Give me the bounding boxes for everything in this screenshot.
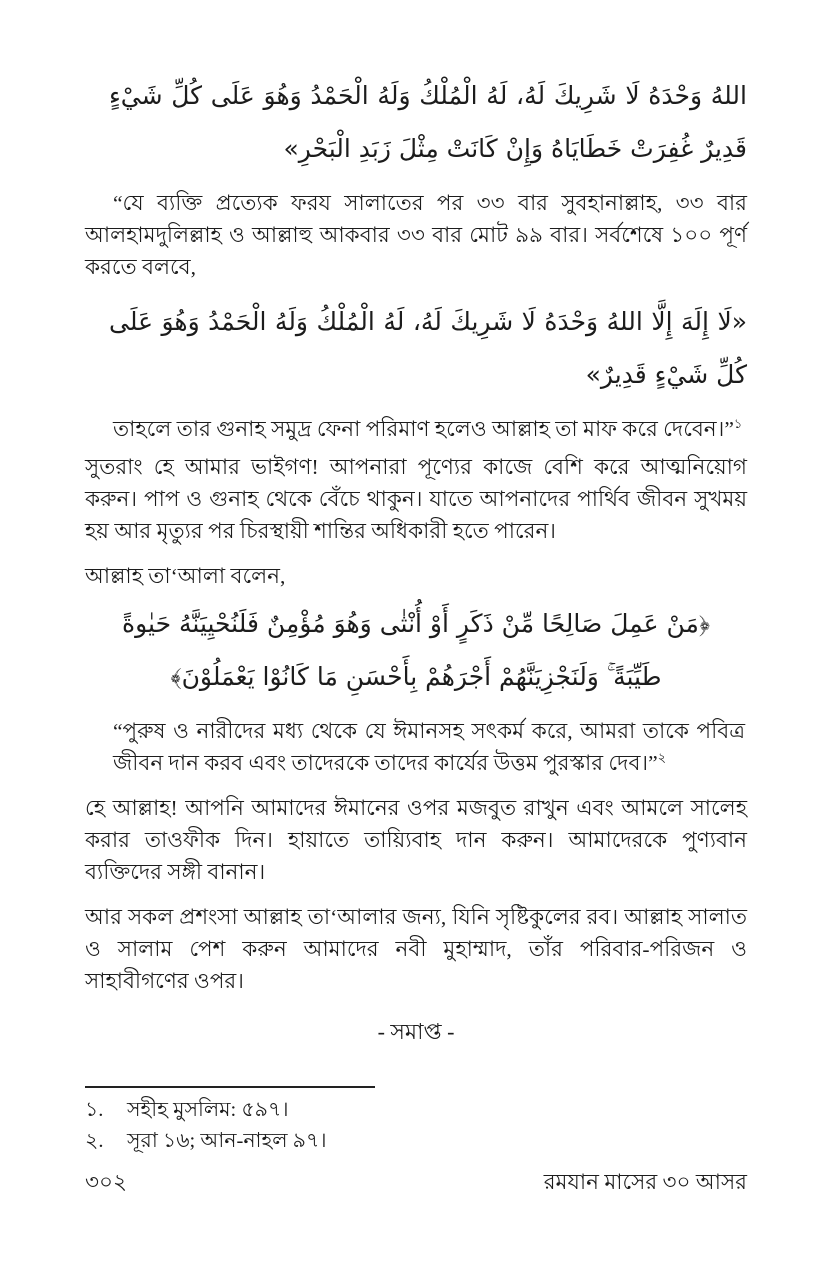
footnote-marker-2: ২ bbox=[657, 749, 667, 765]
footnote-2-number: ২. bbox=[85, 1130, 104, 1152]
footnote-1-text: সহীহ মুসলিম: ৫৯৭। bbox=[127, 1099, 289, 1121]
footnote-2 bbox=[85, 1126, 747, 1157]
exhortation-paragraph: সুতরাং হে আমার ভাইগণ! আপনারা পূণ্যের কাজে বেশি করে আত্মনিয়োগ করুন। পাপ ও গুনাহ থেকে বেঁচে থাকুন। যাতে আপনাদের পার্থিব জীবন সুখময় হয় আর মৃত্যুর পর চিরস্থায়ী শান্তির অধিকারী হতে পারেন। bbox=[85, 455, 747, 543]
page-number: ৩০২ bbox=[85, 1170, 127, 1194]
footnote-2-text: সূরা ১৬; আন-নাহল ৯৭। bbox=[127, 1130, 327, 1152]
hadith-translation-part2 bbox=[85, 413, 747, 445]
hadith-translation-part1: “যে ব্যক্তি প্রত্যেক ফরয সালাতের পর ৩৩ বার সুবহানাল্লাহ, ৩৩ বার আলহামদুলিল্লাহ ও আল্লাহু আকবার ৩৩ বার মোট ৯৯ বার। সর্বশেষে ১০০ পূর্ণ করতে বলবে, bbox=[85, 191, 747, 279]
footnote-1 bbox=[85, 1095, 747, 1126]
end-mark: - সমাপ্ত - bbox=[377, 1019, 455, 1044]
hadith-translation-part2-text: তাহলে তার গুনাহ সমুদ্র ফেনা পরিমাণ হলেও আল্লাহ তা মাফ করে দেবেন।” bbox=[113, 417, 734, 441]
arabic-hadith-continuation: اللهُ وَحْدَهُ لَا شَرِيكَ لَهُ، لَهُ الْمُلْكُ وَلَهُ الْحَمْدُ وَهُوَ عَلَى كُلِّ شَيْءٍ قَدِيرٌ غُفِرَتْ خَطَايَاهُ وَإِنْ كَانَتْ مِثْلَ زَبَدِ الْبَحْرِ» bbox=[109, 81, 747, 163]
arabic-tahlil-quote: «لَا إِلَهَ إِلَّا اللهُ وَحْدَهُ لَا شَرِيكَ لَهُ، لَهُ الْمُلْكُ وَلَهُ الْحَمْدُ وَهُوَ عَلَى كُلِّ شَيْءٍ قَدِيرٌ» bbox=[109, 307, 747, 389]
footnote-divider bbox=[85, 1086, 375, 1088]
dua-paragraph: হে আল্লাহ! আপনি আমাদের ঈমানের ওপর মজবুত রাখুন এবং আমলে সালেহ করার তাওফীক দিন। হায়াতে তায়্যিবাহ দান করুন। আমাদেরকে পুণ্যবান ব্যক্তিদের সঙ্গী বানান। bbox=[85, 796, 747, 884]
page-footer bbox=[85, 1166, 747, 1202]
page-body bbox=[85, 70, 747, 1074]
allah-says-line: আল্লাহ তা‘আলা বলেন, bbox=[85, 564, 286, 588]
closing-paragraph: আর সকল প্রশংসা আল্লাহ তা‘আলার জন্য, যিনি সৃষ্টিকুলের রব। আল্লাহ সালাত ও সালাম পেশ করুন আমাদের নবী মুহাম্মাদ, তাঁর পরিবার-পরিজন ও সাহাবীগণের ওপর। bbox=[85, 905, 747, 993]
footnote-1-number: ১. bbox=[85, 1099, 104, 1121]
verse-translation bbox=[113, 715, 745, 779]
arabic-quran-verse: ﴿مَنْ عَمِلَ صَالِحًا مِّنْ ذَكَرٍ أَوْ أُنْثٰى وَهُوَ مُؤْمِنٌ فَلَنُحْيِيَنَّهُ حَيٰوةً طَيِّبَةً ۚ وَلَنَجْزِيَنَّهُمْ أَجْرَهُمْ بِأَحْسَنِ مَا كَانُوْا يَعْمَلُوْنَ﴾ bbox=[122, 609, 710, 691]
footnote-marker-1: ১ bbox=[733, 415, 743, 431]
running-title: রমযান মাসের ৩০ আসর bbox=[543, 1170, 747, 1194]
footnotes-section bbox=[85, 1086, 747, 1157]
verse-translation-text: “পুরুষ ও নারীদের মধ্য থেকে যে ঈমানসহ সৎকর্ম করে, আমরা তাকে পবিত্র জীবন দান করব এবং তাদেরকে তাদের কার্যের উত্তম পুরস্কার দেব।” bbox=[113, 719, 745, 775]
